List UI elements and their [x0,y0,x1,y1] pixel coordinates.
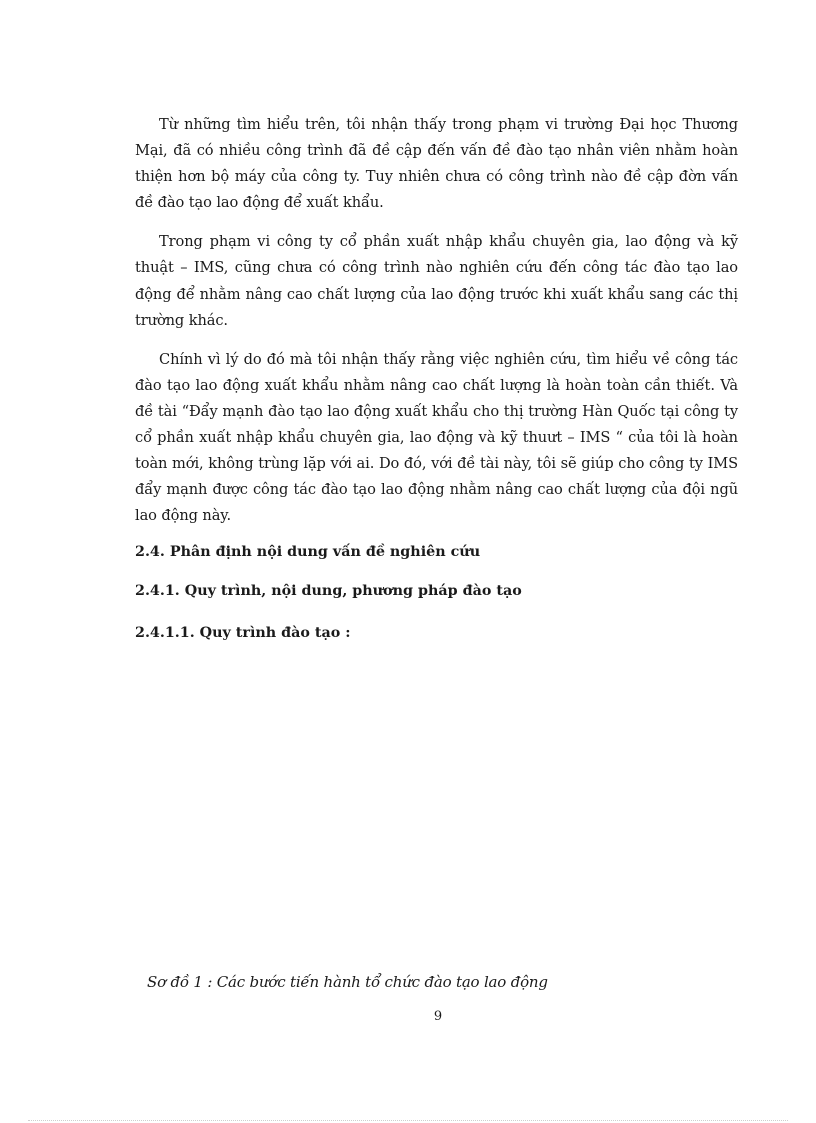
page-number: 9 [433,1009,443,1024]
section-heading: 2.4. Phân định nội dung vấn đề nghiên cứu [135,544,481,560]
paragraph: Chính vì lý do đó mà tôi nhận thấy rằng việc nghiên cứu, tìm hiểu về công tác đào tạo lao động xuất khẩu nhằm nâng cao chất lượng là hoàn toàn cần thiết. Và đề tài “Đẩy mạnh đào tạo lao động xuất khẩu cho thị trường Hàn Quốc tại công ty cổ phần xuất nhập khẩu chuyên gia, lao động và kỹ thuưt – IMS “ của tôi là hoàn toàn mới, không trùng lặp với ai. Do đó, với đề tài này, tôi sẽ giúp cho công ty IMS đẩy mạnh được công tác đào tạo lao động nhằm nâng cao chất lượng của đội ngũ lao động này. [135,350,738,525]
body-text [135,112,738,542]
subsubsection-heading: 2.4.1.1. Quy trình đào tạo : [135,625,351,641]
figure-caption: Sơ đồ 1 : Các bước tiến hành tổ chức đào tạo lao động [147,973,548,991]
paragraph: Trong phạm vi công ty cổ phần xuất nhập khẩu chuyên gia, lao động và kỹ thuật – IMS, cũng chưa có công trình nào nghiên cứu đến công tác đào tạo lao động để nhằm nâng cao chất lượng của lao động trước khi xuất khẩu sang các thị trường khác. [135,233,738,329]
page-bottom-edge [28,1120,788,1121]
paragraph: Từ những tìm hiểu trên, tôi nhận thấy trong phạm vi trường Đại học Thương Mại, đã có nhiều công trình đã đề cập đến vấn đề đào tạo nhân viên nhằm hoàn thiện hơn bộ máy của công ty. Tuy nhiên chưa có công trình nào đề cập đờn vấn đề đào tạo lao động để xuất khẩu. [135,116,738,212]
subsection-heading: 2.4.1. Quy trình, nội dung, phương pháp đào tạo [135,583,522,599]
